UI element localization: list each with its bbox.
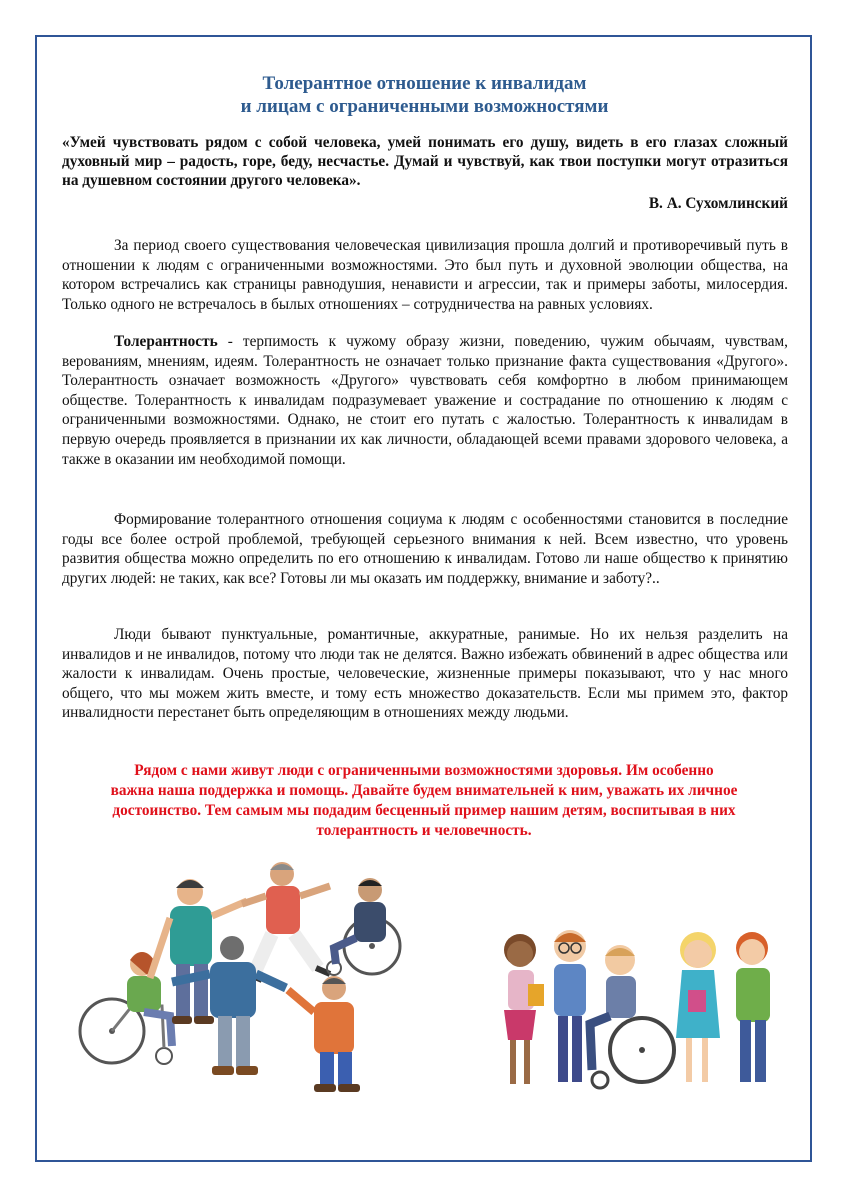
paragraph-definition bbox=[62, 332, 788, 469]
wheelchair-user-left bbox=[80, 952, 172, 1064]
callout-line-1: Рядом с нами живут люди с ограниченными возможностями здоровья. Им особенно bbox=[134, 762, 714, 779]
illustration-children-group bbox=[492, 920, 790, 1096]
definition-text: - терпимость к чужому образу жизни, поведению, чужим обычаям, чувствам, верованиям, мнениям, идеям. Толерантность не означает только признание факта существования «Другого». Толерантность означает возможность «Другого» чувствовать себя комфортно в любом принимающем обществе. Толерантность к инвалидам подразумевает уважение и сострадание по отношению к людям с ограниченными возможностями. Однако, не стоит его путать с жалостью. Толерантность к инвалидам в первую очередь проявляется в признании их как личности, обладающей всеми правами здорового человека, а также в оказании им необходимой помощи. bbox=[62, 333, 788, 468]
child-in-wheelchair bbox=[590, 945, 674, 1088]
child-girl-blonde bbox=[676, 932, 720, 1082]
child-boy-glasses bbox=[554, 930, 586, 1082]
term-tolerance: Толерантность bbox=[114, 333, 218, 350]
epigraph-author: В. А. Сухомлинский bbox=[648, 195, 788, 212]
wheelchair-user-right bbox=[327, 878, 400, 975]
illustration-circle-of-people bbox=[72, 856, 448, 1096]
person-orange-shirt bbox=[288, 976, 360, 1092]
person-jumping bbox=[242, 862, 330, 980]
title-line-2: и лицам с ограниченными возможностями bbox=[240, 96, 609, 117]
page-title bbox=[0, 72, 849, 118]
callout-line-3: достоинство. Тем самым мы подадим бесценный пример нашим детям, воспитывая в них bbox=[112, 802, 736, 819]
callout-line-2: важна наша поддержка и помощь. Давайте будем внимательней к ним, уважать их личное bbox=[110, 782, 738, 799]
paragraph-history: За период своего существования человеческая цивилизация прошла долгий и противоречивый путь в отношении к людям с ограниченными возможностями. Это был путь и духовной эволюции общества, на котором встречались как страницы равнодушия, ненависти и агрессии, так и примеры заботы, милосердия. Только одного не встречалось в былых отношениях – сотрудничества на равных условиях. bbox=[62, 237, 788, 313]
paragraph-people: Люди бывают пунктуальные, романтичные, аккуратные, ранимые. Но их нельзя разделить на инвалидов и не инвалидов, потому что люди так не делятся. Важно избежать обвинений в адрес общества или жалости к инвалидам. Очень простые, человеческие, жизненные примеры показывают, что у нас много общего, что мы можем жить вместе, и тому есть множество доказательств. Если мы примем это, фактор инвалидности перестанет быть определяющим в отношениях между людьми. bbox=[62, 626, 788, 722]
epigraph-quote: «Умей чувствовать рядом с собой человека, умей понимать его душу, видеть в его глазах сложный духовный мир – радость, горе, беду, несчастье. Думай и чувствуй, как твои поступки могут отразиться на душевном состоянии другого человека». bbox=[62, 134, 788, 189]
callout-appeal bbox=[66, 761, 782, 841]
title-line-1: Толерантное отношение к инвалидам bbox=[262, 73, 587, 94]
callout-line-4: толерантность и человечность. bbox=[316, 822, 532, 839]
paragraph-society: Формирование толерантного отношения социума к людям с особенностями становится в последние годы все более острой проблемой, требующей серьезного внимания к ней. Всем известно, что уровень развития общества можно определить по его отношению к инвалидам. Готово ли наше общество к принятию других людей: не таких, как все? Готовы ли мы оказать им поддержку, внимание и заботу?.. bbox=[62, 511, 788, 587]
child-girl-left bbox=[504, 934, 544, 1084]
child-boy-redhead bbox=[736, 932, 770, 1082]
